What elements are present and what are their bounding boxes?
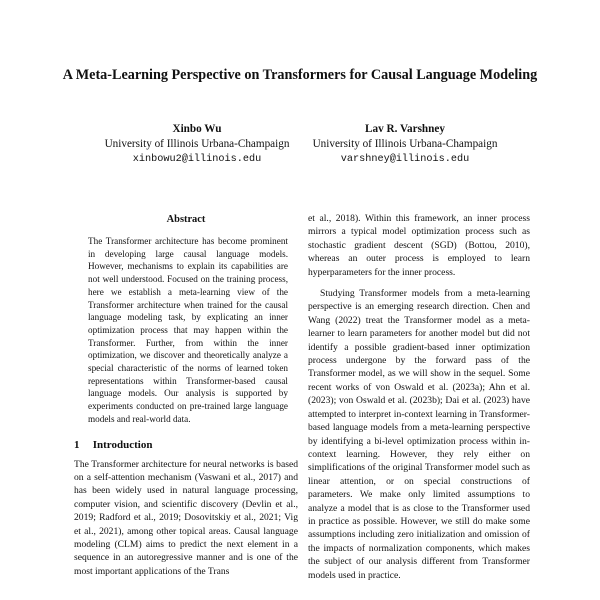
author-email: xinbowu2@illinois.edu: [132, 154, 262, 165]
intro-paragraph: The Transformer architecture for neural networks is based on a self-attention mechanism (Vaswani et al., 2017) and has been widely used in natural language processing, computer vision, and scientific discovery (Devlin et al., 2019; Radford et al., 2019; Dosovitskiy et al., 2021; Vig et al., 2021), among other topical areas. Causal language modeling (CLM) aims to predict the next element in a sequence in an autoregressive manner and is one of the most important applications of the Trans: [74, 458, 298, 577]
section-title: Introduction: [92, 438, 153, 451]
abstract-heading: Abstract: [166, 214, 206, 225]
paper-title: A Meta-Learning Perspective on Transformers for Causal Language Modeling: [62, 67, 538, 83]
author-block-2: [300, 122, 510, 167]
author-name: Lav R. Varshney: [365, 123, 445, 135]
author-name: Xinbo Wu: [172, 123, 222, 135]
right-column: [308, 212, 530, 582]
author-block-1: [82, 122, 312, 167]
section-heading: [74, 438, 298, 452]
author-affiliation: University of Illinois Urbana-Champaign: [312, 138, 498, 150]
section-number: 1: [74, 438, 80, 451]
author-email: varshney@illinois.edu: [340, 154, 470, 165]
abstract-text: The Transformer architecture has become prominent in developing large causal language models. However, mechanisms to explain its capabilities are not well understood. Focused on the training process, here we establish a meta-learning view of the Transformer architecture when trained for the causal language modeling task, by explicating an inner optimization process that may happen within the Transformer. Further, from within the inner optimization, we discover and theoretically analyze a special characteristic of the norms of learned token representations within Transformer-based causal language models. Our analysis is supported by experiments conducted on pre-trained large language models and real-world data.: [88, 236, 288, 424]
body-paragraph: Studying Transformer models from a meta-learning perspective is an emerging research direction. Chen and Wang (2022) treat the Transformer model as a meta-learner to learn parameters for another model but did not identify a possible gradient-based inner optimization process undergone by the forward pass of the Transformer model, as we will show in the sequel. Some recent works of von Oswald et al. (2023a); Ahn et al. (2023); von Oswald et al. (2023b); Dai et al. (2023) have attempted to interpret in-context learning in Transformer-based language models from a meta-learning perspective by identifying a bi-level optimization process within in-context learning. However, they rely either on simplifications of the original Transformer model such as linear attention, or on special constructions of parameters. We make only limited assumptions to analyze a model that is as close to the Transformer used in practice as possible. However, we still do make some assumptions including zero initialization and omission of the impacts of normalization components, which makes the subject of our analysis different from Transformer models used in practice.: [308, 288, 530, 581]
body-paragraph: et al., 2018). Within this framework, an inner process mirrors a typical model optimization process such as stochastic gradient descent (SGD) (Bottou, 2010), whereas an outer process is employed to learn hyperparameters for the inner process.: [308, 213, 530, 278]
left-column: [74, 213, 298, 578]
author-affiliation: University of Illinois Urbana-Champaign: [104, 138, 290, 150]
